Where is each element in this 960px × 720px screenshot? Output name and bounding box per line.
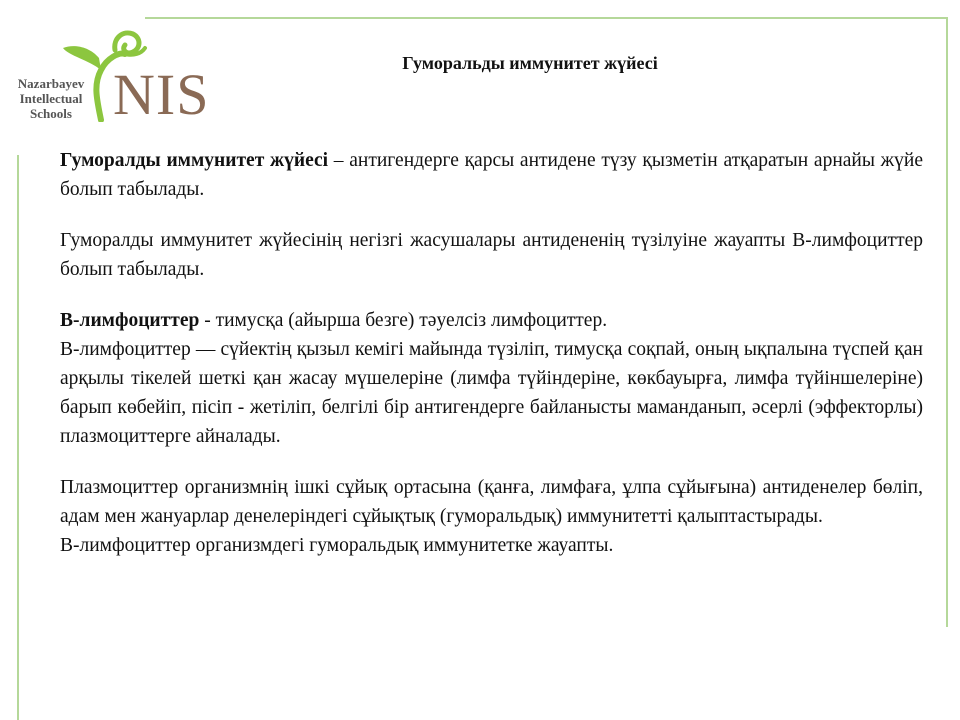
paragraph-3 — [60, 306, 923, 335]
frame-line-top — [145, 17, 948, 19]
paragraph-3-text: - тимусқа (айырша безге) тәуелсіз лимфоциттер. — [199, 310, 608, 331]
paragraph-4: В-лимфоциттер — сүйектің қызыл кемігі майында түзіліп, тимусқа соқпай, оның ықпалына түспей қан арқылы тікелей шеткі қан жасау мүшелеріне (лимфа түйіндеріне, көкбауырға, лимфа түйіншелеріне) барып көбейіп, пісіп - жетіліп, белгілі бір антигендерге байланысты маманданып, әсерлі (эффекторлы) плазмоциттерге айналады. — [60, 339, 923, 447]
logo-mark: NIS — [113, 62, 210, 127]
logo-school-line3: Schools — [30, 106, 72, 121]
frame-line-right — [946, 17, 948, 627]
paragraph-1-text: – антигендерге қарсы антидене түзу қызметін атқаратын арнайы жүйе болып табылады. — [60, 150, 923, 200]
paragraph-2: Гуморалды иммунитет жүйесінің негізгі жасушалары антидененің түзілуіне жауапты В-лимфоциттер болып табылады. — [60, 230, 923, 280]
term-b-lymphocytes: В-лимфоциттер — [60, 310, 200, 331]
nis-logo — [5, 28, 220, 128]
paragraph-5: Плазмоциттер организмнің ішкі сұйық ортасына (қанға, лимфаға, ұлпа сұйығына) антиденелер бөліп, адам мен жануарлар денелеріндегі сұйықтық (гуморальдық) иммунитетті қалыптастырады. — [60, 477, 923, 527]
term-humoral-immunity: Гуморалды иммунитет жүйесі — [60, 150, 329, 171]
slide-title: Гуморальды иммунитет жүйесі — [402, 53, 658, 73]
paragraph-6: В-лимфоциттер организмдегі гуморальдық иммунитетке жауапты. — [60, 535, 614, 556]
logo-school-line2: Intellectual — [19, 91, 83, 106]
paragraph-1 — [60, 146, 923, 204]
frame-line-left — [17, 155, 19, 720]
slide-body — [60, 146, 923, 560]
logo-school-line1: Nazarbayev — [17, 76, 85, 91]
